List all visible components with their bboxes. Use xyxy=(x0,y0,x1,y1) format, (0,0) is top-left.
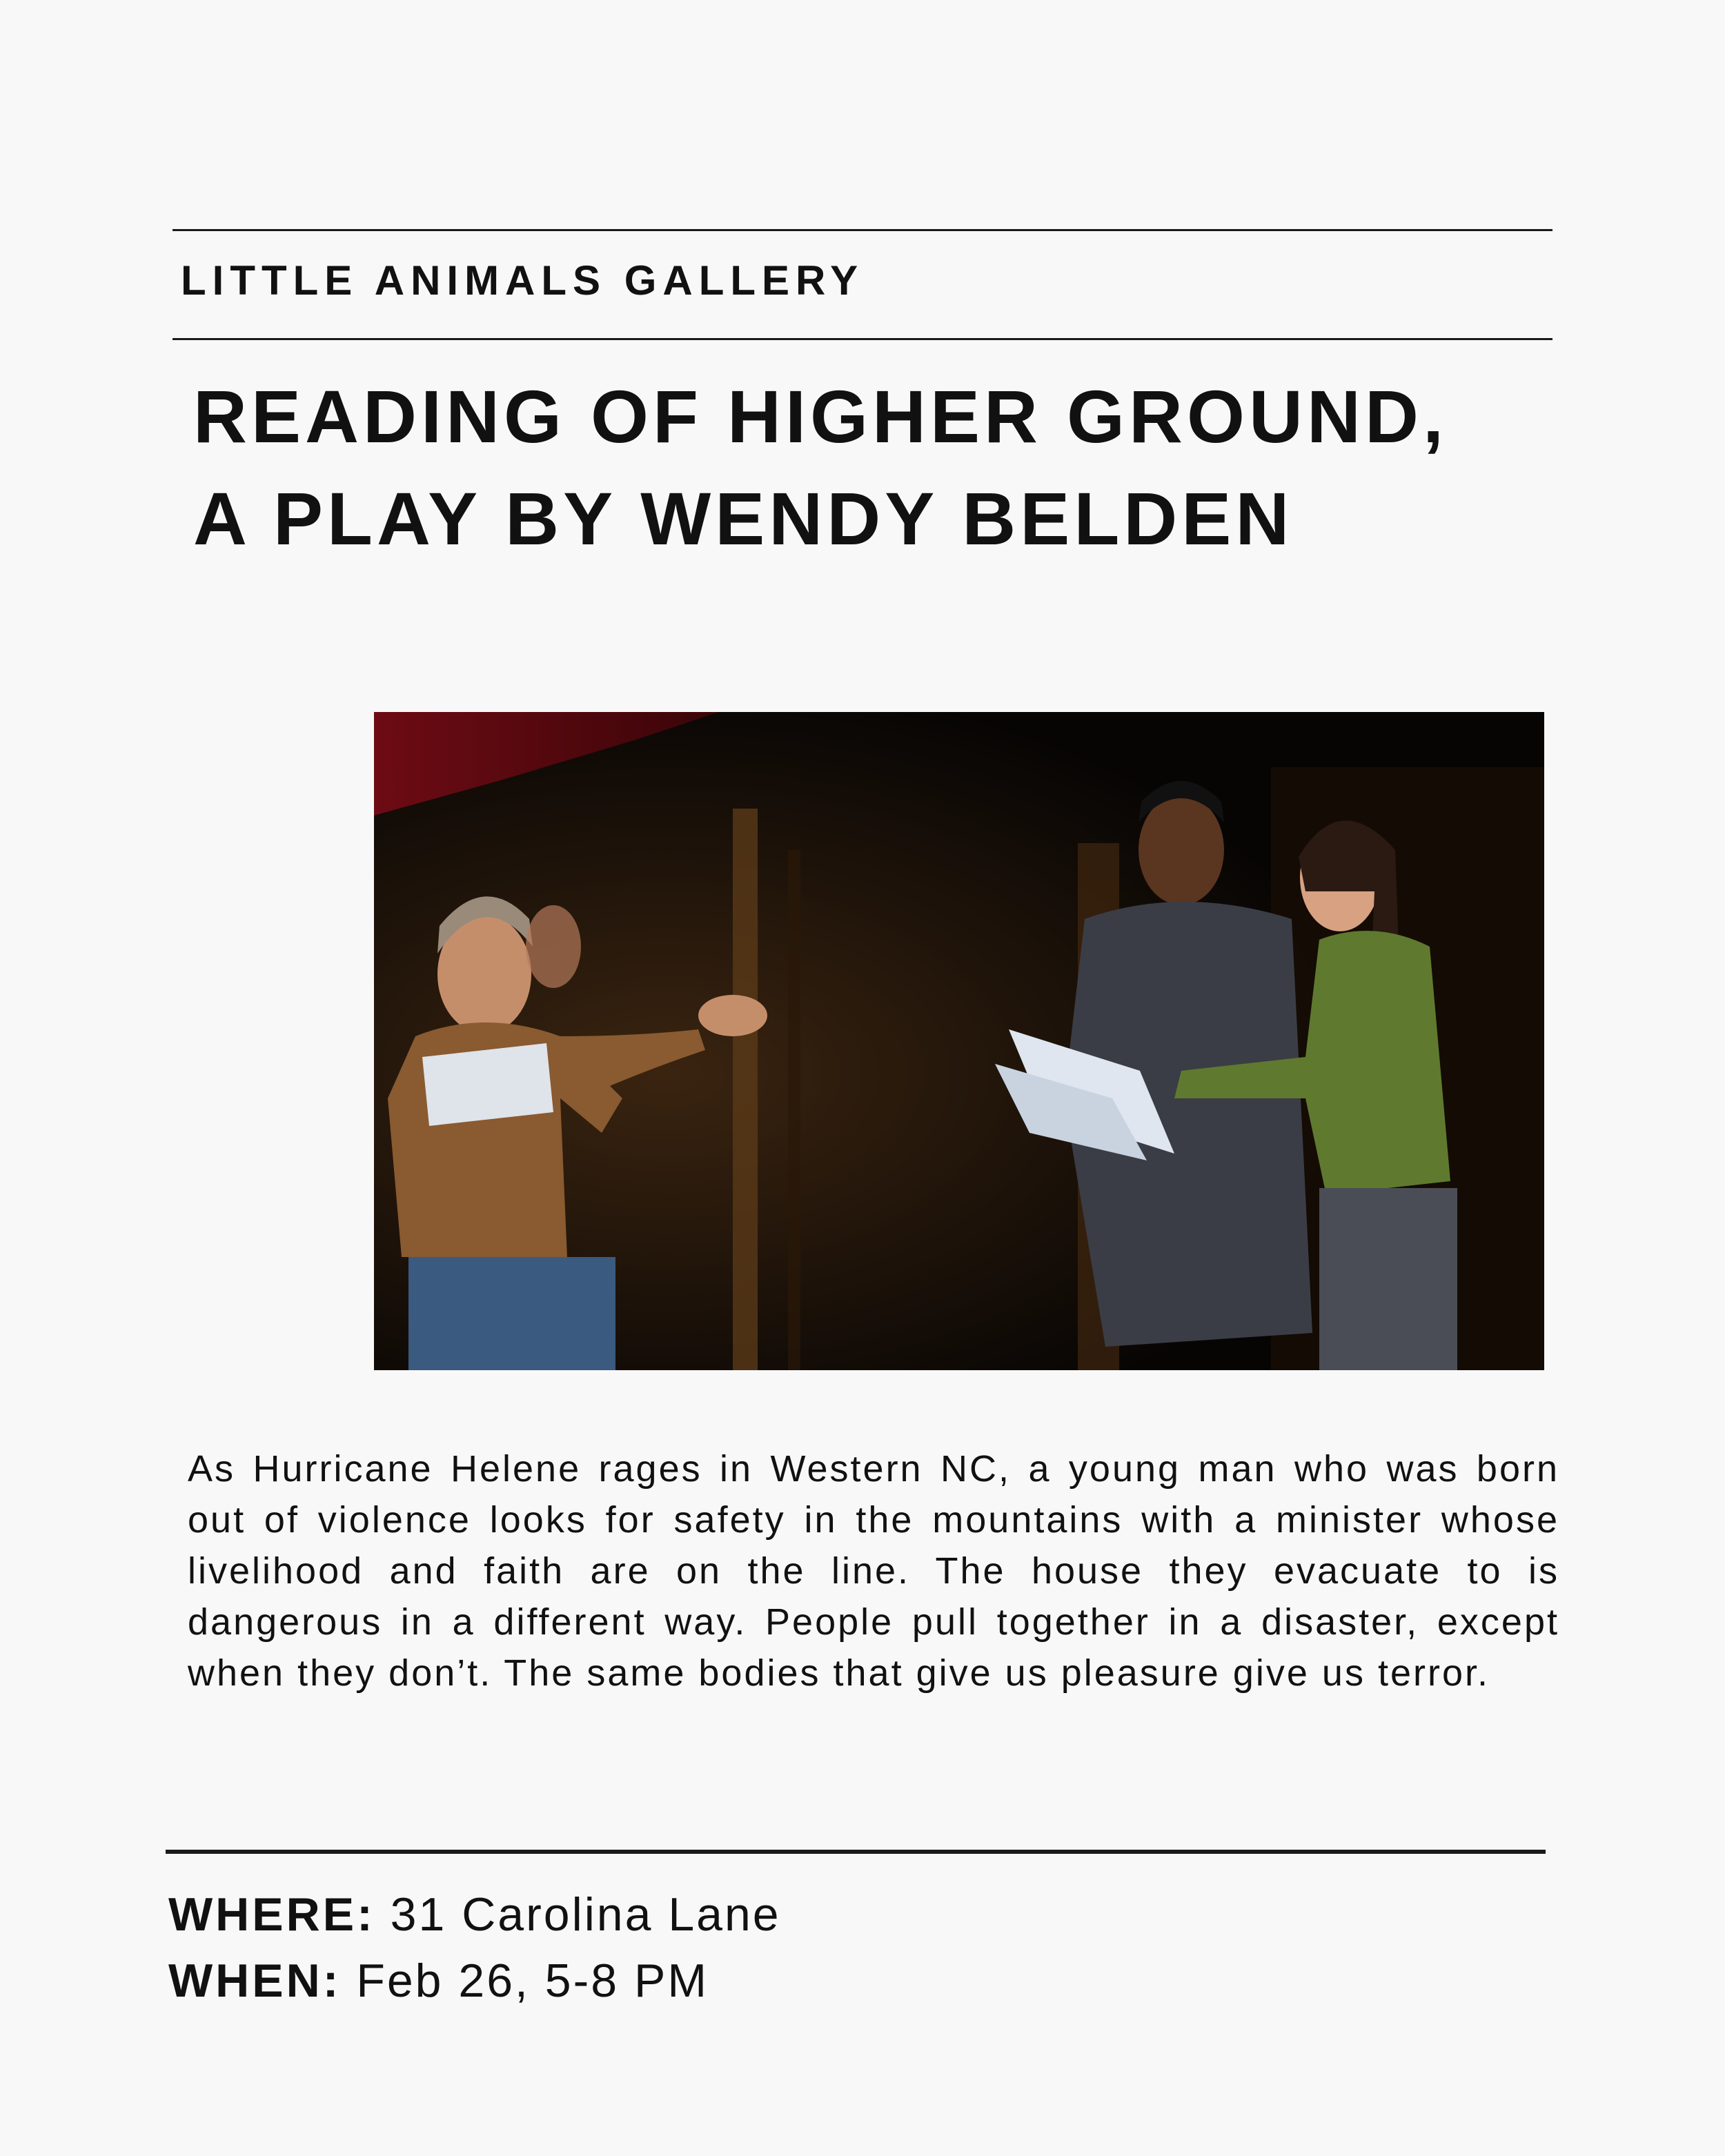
rehearsal-photo-illustration xyxy=(374,712,1544,1370)
where-value: 31 Carolina Lane xyxy=(390,1888,781,1941)
where-label: WHERE: xyxy=(168,1888,375,1941)
header-divider xyxy=(172,338,1552,340)
when-line xyxy=(168,1954,709,2008)
when-label: WHEN: xyxy=(168,1955,342,2007)
event-title: READING OF HIGHER GROUND, A PLAY BY WENDY BELDEN xyxy=(193,375,1448,560)
event-photo xyxy=(374,712,1544,1370)
top-divider xyxy=(172,229,1552,231)
when-value: Feb 26, 5-8 PM xyxy=(356,1955,709,2007)
event-description: As Hurricane Helene rages in Western NC, a young man who was born out of violence looks for safety in the mountains with a minister whose livelihood and faith are on the line. The house they evacuate to is dangerous in a different way. People pull together in a disaster, except when they don’t. The same bodies that give us pleasure give us terror. xyxy=(188,1448,1559,1694)
gallery-name: LITTLE ANIMALS GALLERY xyxy=(181,257,865,304)
where-line xyxy=(168,1888,781,1941)
details-divider xyxy=(166,1850,1546,1854)
